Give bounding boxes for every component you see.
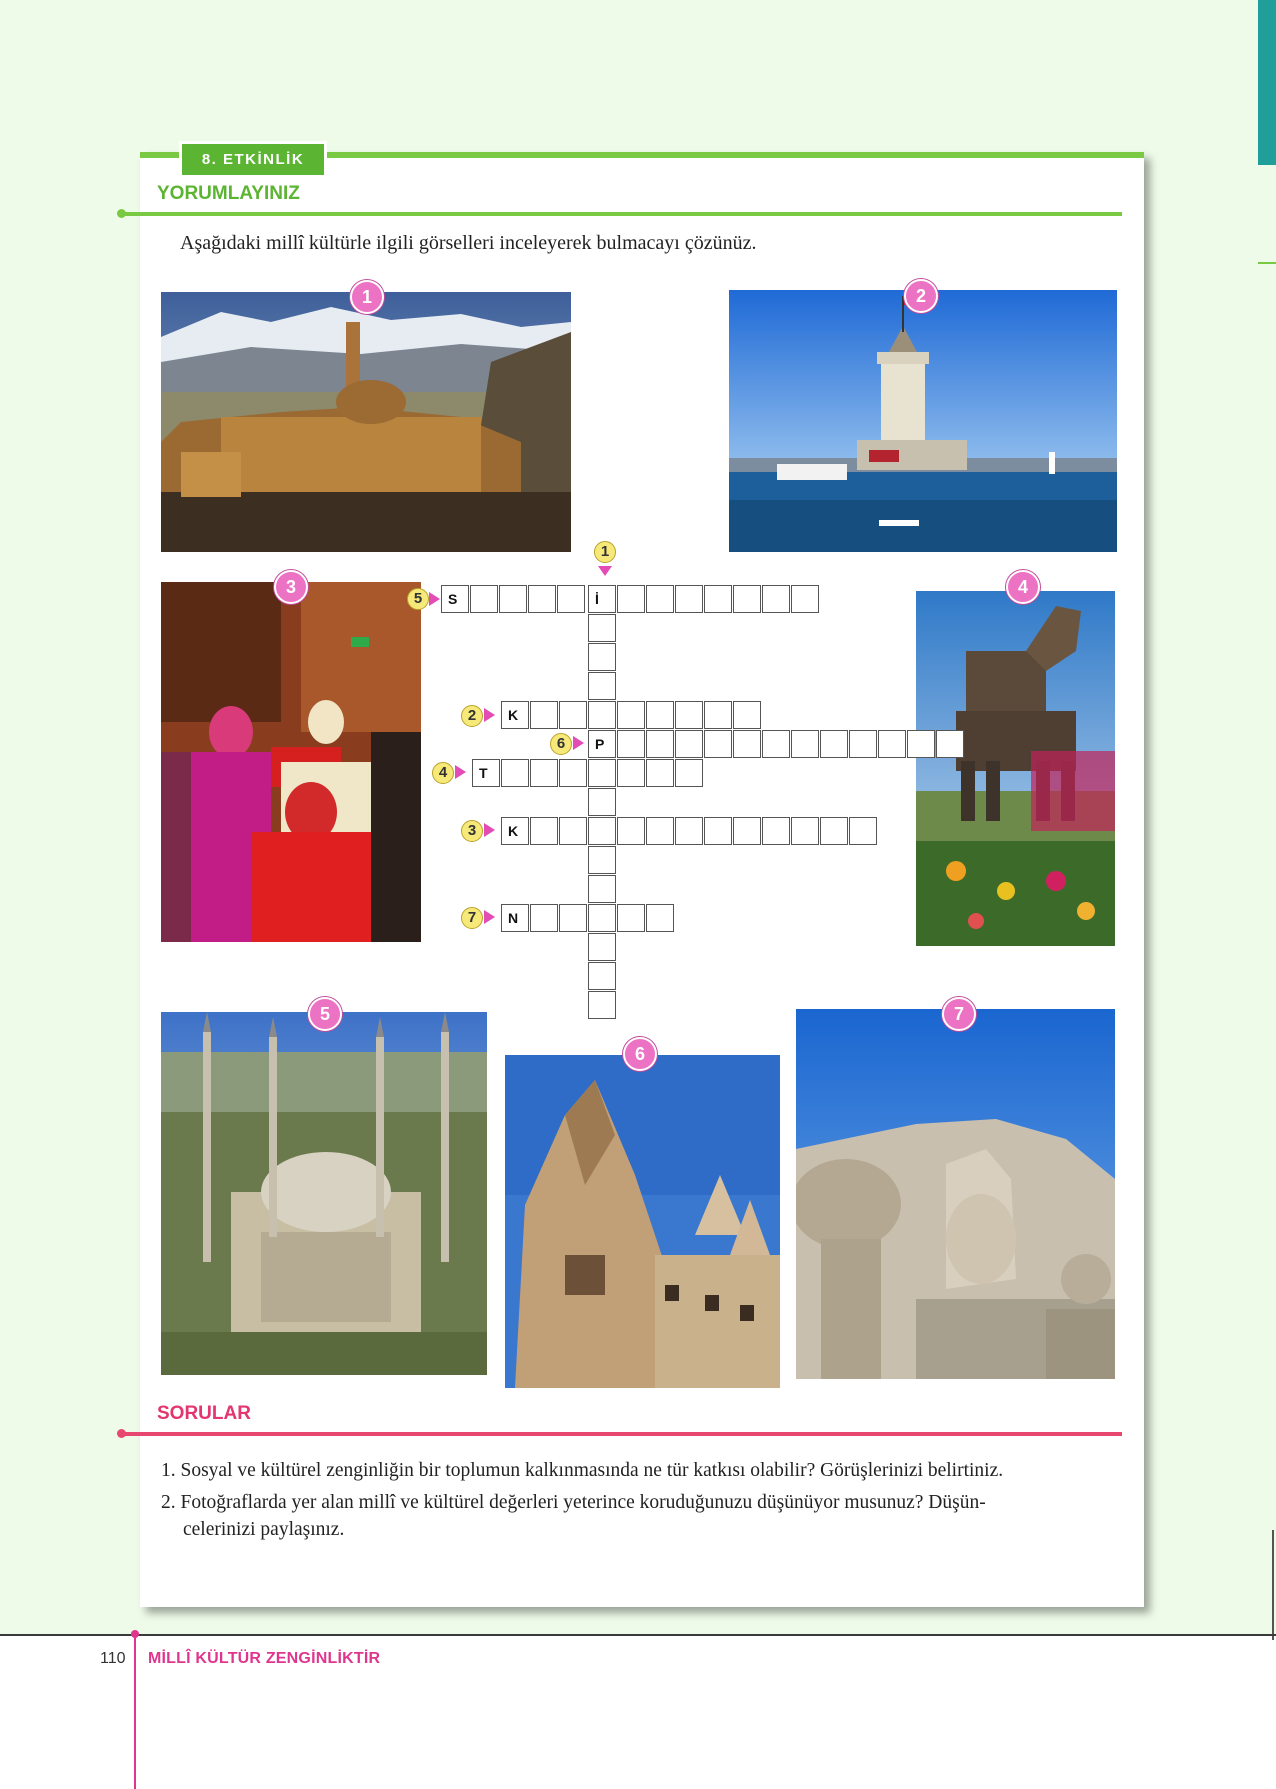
- crossword-cell[interactable]: [762, 817, 790, 845]
- crossword-cell[interactable]: [675, 759, 703, 787]
- fairy-chimney-photo: [505, 1055, 780, 1388]
- page-number: 110: [100, 1650, 126, 1667]
- crossword-cell[interactable]: [791, 730, 819, 758]
- crossword-cell[interactable]: [762, 585, 790, 613]
- crossword-cell[interactable]: [559, 817, 587, 845]
- section-rule: [122, 212, 1122, 216]
- crossword-cell[interactable]: [617, 730, 645, 758]
- questions-title: SORULAR: [157, 1403, 251, 1424]
- crossword-cell[interactable]: [617, 817, 645, 845]
- photo-badge-1: 1: [350, 280, 384, 314]
- footer-rule: [0, 1634, 1276, 1636]
- trojan-horse-photo: [916, 591, 1115, 946]
- crossword-clue-7: 7: [461, 907, 483, 929]
- crossword-cell[interactable]: [530, 904, 558, 932]
- question-2-continued: celerinizi paylaşınız.: [183, 1519, 345, 1540]
- crossword-cell[interactable]: [588, 643, 616, 671]
- crossword-cell[interactable]: [820, 817, 848, 845]
- photo-badge-2: 2: [904, 279, 938, 313]
- crossword-cell[interactable]: T: [472, 759, 500, 787]
- crossword-cell[interactable]: [588, 614, 616, 642]
- crossword-cell[interactable]: [499, 585, 527, 613]
- crossword-cell[interactable]: [849, 817, 877, 845]
- crossword-cell[interactable]: [530, 759, 558, 787]
- crossword-cell[interactable]: [646, 759, 674, 787]
- right-arrow-icon: [429, 592, 440, 606]
- crossword-cell[interactable]: [762, 730, 790, 758]
- crossword-cell[interactable]: [878, 730, 906, 758]
- crossword-cell[interactable]: S: [441, 585, 469, 613]
- crossword-cell[interactable]: [588, 933, 616, 961]
- crossword-cell[interactable]: [588, 788, 616, 816]
- crossword-cell[interactable]: [733, 730, 761, 758]
- crossword-cell[interactable]: [528, 585, 556, 613]
- crossword-cell[interactable]: [530, 817, 558, 845]
- crossword-cell[interactable]: [820, 730, 848, 758]
- crossword-cell[interactable]: [530, 701, 558, 729]
- questions-rule: [122, 1432, 1122, 1436]
- activity-tab: 8. ETKİNLİK: [179, 141, 327, 178]
- crossword-cell[interactable]: [704, 817, 732, 845]
- instruction-text: Aşağıdaki millî kültürle ilgili görselleri inceleyerek bulmacayı çözünüz.: [180, 232, 757, 254]
- crossword-cell[interactable]: [588, 962, 616, 990]
- crossword-cell[interactable]: [617, 585, 645, 613]
- photo-badge-4: 4: [1006, 570, 1040, 604]
- photo-badge-3: 3: [274, 570, 308, 604]
- crossword-clue-4: 4: [432, 762, 454, 784]
- chapter-tab: [1258, 0, 1276, 165]
- crossword-cell[interactable]: [849, 730, 877, 758]
- mountain-palace-photo: [161, 292, 571, 552]
- crossword-cell[interactable]: [646, 730, 674, 758]
- crossword-cell[interactable]: [907, 730, 935, 758]
- crossword-cell[interactable]: [936, 730, 964, 758]
- crossword-cell[interactable]: [791, 817, 819, 845]
- crossword-clue-6: 6: [550, 733, 572, 755]
- crossword-cell[interactable]: [559, 759, 587, 787]
- crossword-cell[interactable]: [733, 817, 761, 845]
- crossword-cell[interactable]: İ: [588, 585, 616, 613]
- stone-heads-photo: [796, 1009, 1115, 1379]
- crossword-cell[interactable]: [733, 585, 761, 613]
- crossword-cell[interactable]: [588, 759, 616, 787]
- crossword-cell[interactable]: [675, 585, 703, 613]
- photo-badge-6: 6: [623, 1037, 657, 1071]
- mosque-photo: [161, 1012, 487, 1375]
- crossword-cell[interactable]: [557, 585, 585, 613]
- crossword-cell[interactable]: [675, 701, 703, 729]
- photo-badge-5: 5: [308, 997, 342, 1031]
- down-arrow-icon: [598, 566, 612, 576]
- right-arrow-icon: [573, 736, 584, 750]
- footer-dot: [131, 1630, 139, 1638]
- crossword-cell[interactable]: [704, 730, 732, 758]
- crossword-cell[interactable]: N: [501, 904, 529, 932]
- crossword-cell[interactable]: [588, 817, 616, 845]
- crossword-cell[interactable]: [588, 701, 616, 729]
- right-arrow-icon: [484, 910, 495, 924]
- footer-divider: [134, 1634, 136, 1789]
- crossword-cell[interactable]: [646, 701, 674, 729]
- right-arrow-icon: [484, 708, 495, 722]
- right-arrow-icon: [455, 765, 466, 779]
- crossword-cell[interactable]: [559, 701, 587, 729]
- crossword-cell[interactable]: [470, 585, 498, 613]
- crossword-clue-1-down: 1: [594, 541, 616, 563]
- photo-badge-7: 7: [942, 997, 976, 1031]
- crossword-cell[interactable]: P: [588, 730, 616, 758]
- crossword-cell[interactable]: [588, 672, 616, 700]
- crossword-cell[interactable]: [588, 991, 616, 1019]
- question-2: 2. Fotoğraflarda yer alan millî ve kültürel değerleri yeterince koruduğunuzu düşünüyor musunuz? Düşün-: [161, 1492, 986, 1513]
- crossword-cell[interactable]: [646, 585, 674, 613]
- crossword-cell[interactable]: K: [501, 701, 529, 729]
- crossword-cell[interactable]: [501, 759, 529, 787]
- maiden-tower-photo: [729, 290, 1117, 552]
- crossword-cell[interactable]: [733, 701, 761, 729]
- crossword-cell[interactable]: [617, 759, 645, 787]
- crossword-cell[interactable]: [559, 904, 587, 932]
- footer-title: MİLLÎ KÜLTÜR ZENGİNLİKTİR: [148, 1650, 381, 1667]
- crossword-cell[interactable]: [646, 817, 674, 845]
- section-title: YORUMLAYINIZ: [157, 183, 300, 204]
- crossword-cell[interactable]: [675, 730, 703, 758]
- margin-line: [1272, 1530, 1274, 1640]
- crossword-clue-3: 3: [461, 820, 483, 842]
- crossword-clue-2: 2: [461, 705, 483, 727]
- crossword-cell[interactable]: [588, 875, 616, 903]
- crossword-cell[interactable]: [675, 817, 703, 845]
- traditional-costumes-photo: [161, 582, 421, 942]
- crossword-clue-5: 5: [407, 588, 429, 610]
- crossword-cell[interactable]: [588, 904, 616, 932]
- crossword-cell[interactable]: K: [501, 817, 529, 845]
- margin-tick: [1258, 262, 1276, 264]
- right-arrow-icon: [484, 823, 495, 837]
- crossword-cell[interactable]: [791, 585, 819, 613]
- crossword-cell[interactable]: [704, 585, 732, 613]
- crossword-cell[interactable]: [617, 701, 645, 729]
- crossword-cell[interactable]: [617, 904, 645, 932]
- crossword-cell[interactable]: [704, 701, 732, 729]
- question-1: 1. Sosyal ve kültürel zenginliğin bir toplumun kalkınmasında ne tür katkısı olabilir? Görüşlerinizi belirtiniz.: [161, 1460, 1004, 1481]
- crossword-cell[interactable]: [588, 846, 616, 874]
- crossword-cell[interactable]: [646, 904, 674, 932]
